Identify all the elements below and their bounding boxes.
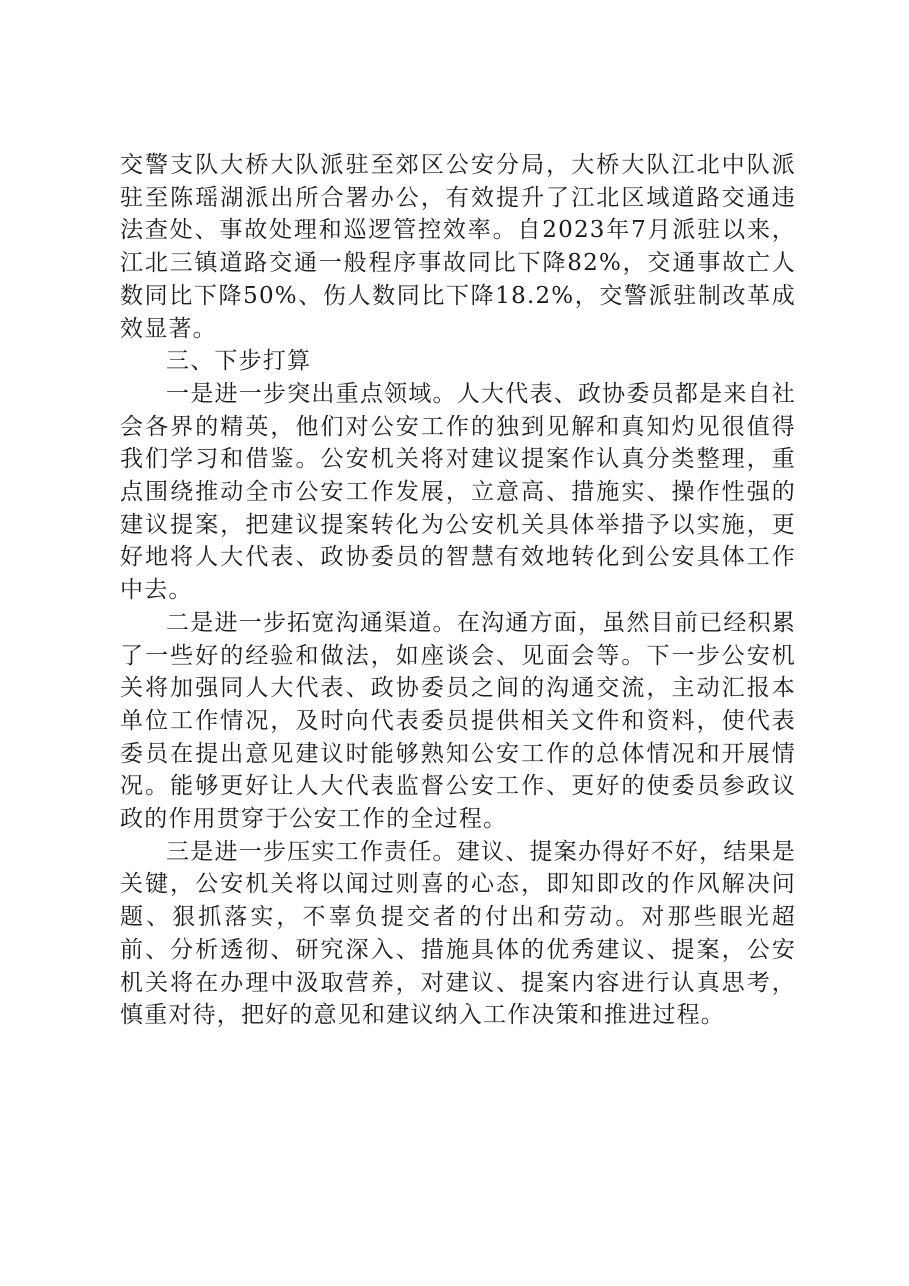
plan-paragraph-3: 三是进一步压实工作责任。建议、提案办得好不好，结果是关键，公安机关将以闻过则喜的心态，即知即改的作风解决问题、狠抓落实，不辜负提交者的付出和劳动。对那些眼光超前、分析透彻、研究深入、措施具体的优秀建议、提案，公安机关将在办理中汲取营养，对建议、提案内容进行认真思考，慎重对待，把好的意见和建议纳入工作决策和推进过程。 — [120, 838, 796, 1029]
section-heading: 三、下步打算 — [166, 348, 312, 375]
plan-paragraph-2: 二是进一步拓宽沟通渠道。在沟通方面，虽然目前已经积累了一些好的经验和做法，如座谈会、见面会等。下一步公安机关将加强同人大代表、政协委员之间的沟通交流，主动汇报本单位工作情况，及时向代表委员提供相关文件和资料，使代表委员在提出意见建议时能够熟知公安工作的总体情况和开展情况。能够更好让人大代表监督公安工作、更好的使委员参政议政的作用贯穿于公安工作的全过程。 — [120, 609, 796, 833]
body-paragraph-continuation: 交警支队大桥大队派驻至郊区公安分局，大桥大队江北中队派驻至陈瑶湖派出所合署办公，有效提升了江北区域道路交通违法查处、事故处理和巡逻管控效率。自2023年7月派驻以来，江北三镇道路交通一般程序事故同比下降82%，交通事故亡人数同比下降50%、伤人数同比下降18.2%，交警派驻制改革成效显著。 — [120, 152, 796, 342]
document-page — [120, 149, 796, 1032]
plan-paragraph-1: 一是进一步突出重点领域。人大代表、政协委员都是来自社会各界的精英，他们对公安工作的独到见解和真知灼见很值得我们学习和借鉴。公安机关将对建议提案作认真分类整理，重点围绕推动全市公安工作发展，立意高、措施实、操作性强的建议提案，把建议提案转化为公安机关具体举措予以实施，更好地将人大代表、政协委员的智慧有效地转化到公安具体工作中去。 — [120, 380, 796, 604]
